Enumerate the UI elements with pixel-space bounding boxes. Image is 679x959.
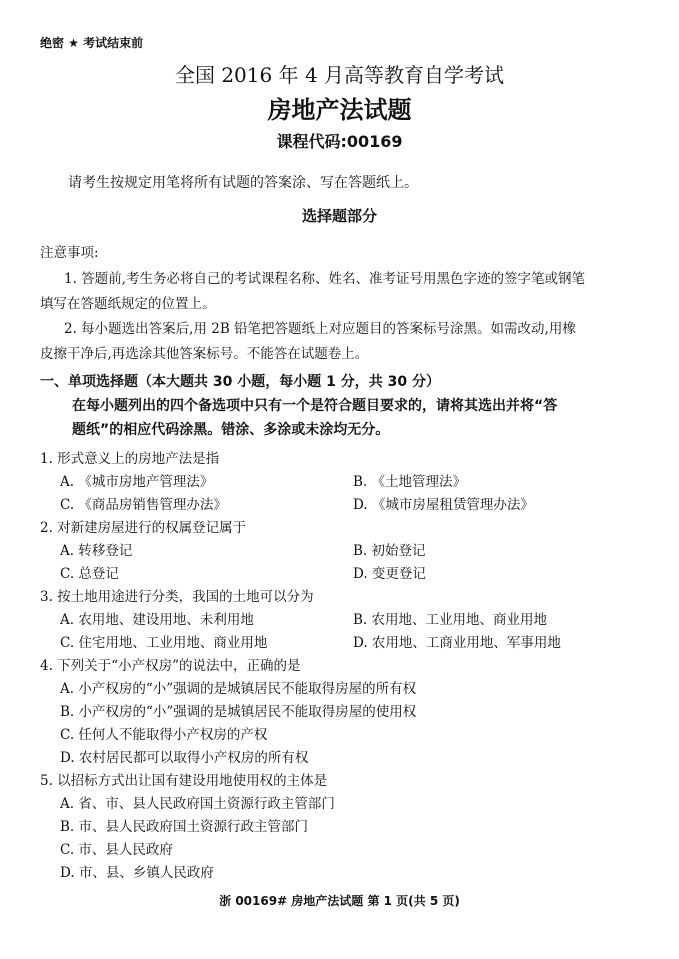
question-2-option-c: C. 总登记 xyxy=(60,566,119,582)
part-1-desc-line-1: 在每小题列出的四个备选项中只有一个是符合题目要求的，请将其选出并将“答 xyxy=(72,398,558,414)
question-1-option-c: C. 《商品房销售管理办法》 xyxy=(60,497,227,513)
question-2-stem: 2. 对新建房屋进行的权属登记属于 xyxy=(40,520,247,536)
question-1-option-a: A. 《城市房地产管理法》 xyxy=(60,474,214,490)
page-footer: 浙 00169# 房地产法试题 第 1 页(共 5 页) xyxy=(219,894,460,908)
question-5-option-b: B. 市、县人民政府国土资源行政主管部门 xyxy=(60,819,309,835)
notice-item-1-line-1: 1. 答题前,考生务必将自己的考试课程名称、姓名、准考证号用黑色字迹的签字笔或钢笔 xyxy=(64,271,585,287)
question-5-option-a: A. 省、市、县人民政府国土资源行政主管部门 xyxy=(60,796,335,812)
question-4-option-a: A. 小产权房的“小”强调的是城镇居民不能取得房屋的所有权 xyxy=(60,681,417,697)
subject-title: 房地产法试题 xyxy=(267,96,412,124)
question-3-option-b: B. 农用地、工业用地、商业用地 xyxy=(353,612,548,628)
section-title: 选择题部分 xyxy=(301,207,377,225)
question-1-option-b: B. 《土地管理法》 xyxy=(353,474,467,490)
question-3-option-c: C. 住宅用地、工业用地、商业用地 xyxy=(60,635,268,651)
question-4-option-c: C. 任何人不能取得小产权房的产权 xyxy=(60,727,268,743)
question-3-option-d: D. 农用地、工商业用地、军事用地 xyxy=(353,635,561,651)
question-4-option-d: D. 农村居民都可以取得小产权房的所有权 xyxy=(60,750,309,766)
question-4-option-b: B. 小产权房的“小”强调的是城镇居民不能取得房屋的使用权 xyxy=(60,704,417,720)
part-1-heading: 一、单项选择题（本大题共 30 小题，每小题 1 分，共 30 分） xyxy=(40,374,440,390)
part-1-desc-line-2: 题纸”的相应代码涂黑。错涂、多涂或未涂均无分。 xyxy=(72,422,390,438)
question-1-option-d: D. 《城市房屋租赁管理办法》 xyxy=(353,497,534,513)
question-2-option-a: A. 转移登记 xyxy=(60,543,133,559)
question-2-option-b: B. 初始登记 xyxy=(353,543,426,559)
notice-heading: 注意事项: xyxy=(40,245,99,261)
notice-item-1-line-2: 填写在答题纸规定的位置上。 xyxy=(40,296,216,312)
question-3-stem: 3. 按土地用途进行分类，我国的土地可以分为 xyxy=(40,589,314,605)
question-3-option-a: A. 农用地、建设用地、未利用地 xyxy=(60,612,254,628)
exam-title: 全国 2016 年 4 月高等教育自学考试 xyxy=(174,63,505,87)
question-5-stem: 5. 以招标方式出让国有建设用地使用权的主体是 xyxy=(40,773,328,789)
notice-item-2-line-1: 2. 每小题选出答案后,用 2B 铅笔把答题纸上对应题目的答案标号涂黑。如需改动,用橡 xyxy=(64,321,576,337)
notice-item-2-line-2: 皮擦干净后,再选涂其他答案标号。不能答在试题卷上。 xyxy=(40,346,369,362)
confidential-label: 绝密 ★ 考试结束前 xyxy=(40,36,144,50)
answer-instruction: 请考生按规定用笔将所有试题的答案涂、写在答题纸上。 xyxy=(68,175,418,191)
question-1-stem: 1. 形式意义上的房地产法是指 xyxy=(40,451,220,467)
question-4-stem: 4. 下列关于“小产权房”的说法中，正确的是 xyxy=(40,658,301,674)
question-5-option-d: D. 市、县、乡镇人民政府 xyxy=(60,865,214,881)
course-code: 课程代码:00169 xyxy=(276,132,403,151)
question-5-option-c: C. 市、县人民政府 xyxy=(60,842,173,858)
question-2-option-d: D. 变更登记 xyxy=(353,566,426,582)
